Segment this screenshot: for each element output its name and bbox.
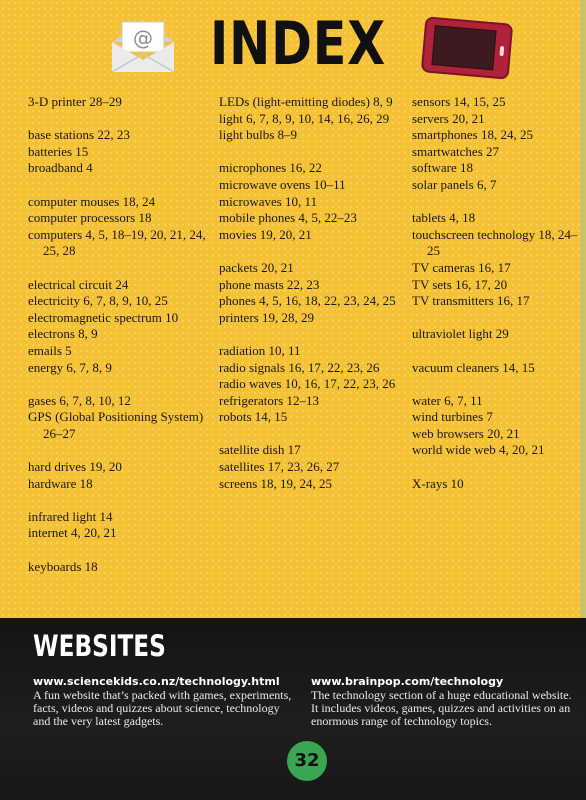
index-entry: electrons 8, 9 [28, 326, 98, 342]
index-entry: light 6, 7, 8, 9, 10, 14, 16, 26, 29 [219, 110, 390, 126]
index-entry: servers 20, 21 [412, 110, 485, 126]
group-spacer [412, 310, 580, 327]
index-entry: solar panels 6, 7 [412, 176, 497, 192]
index-entry: broadband 4 [28, 160, 93, 176]
index-entry: web browsers 20, 21 [412, 425, 520, 441]
group-spacer [28, 177, 208, 194]
at-symbol: @ [133, 26, 153, 50]
index-entry: TV cameras 16, 17 [412, 259, 511, 275]
group-spacer [412, 343, 580, 360]
index-entry: keyboards 18 [28, 558, 98, 574]
index-entry: phone masts 22, 23 [219, 276, 320, 292]
index-entry: X-rays 10 [412, 475, 464, 491]
index-entry: mobile phones 4, 5, 22–23 [219, 210, 357, 226]
group-spacer [412, 194, 580, 211]
index-entry: LEDs (light-emitting diodes) 8, 9 [219, 94, 393, 109]
index-entry: computers 4, 5, 18–19, 20, 21, 24, 25, 28 [28, 226, 206, 259]
index-column-1 [28, 94, 208, 575]
website-url-link[interactable]: www.brainpop.com/technology [311, 675, 504, 688]
index-entry: electrical circuit 24 [28, 276, 129, 292]
index-entry: electricity 6, 7, 8, 9, 10, 25 [28, 293, 168, 309]
index-entry: electromagnetic spectrum 10 [28, 309, 179, 325]
index-entry: screens 18, 19, 24, 25 [219, 475, 333, 491]
index-entry: satellite dish 17 [219, 442, 301, 458]
group-spacer [219, 326, 403, 343]
index-entry: touchscreen technology 18, 24–25 [412, 226, 578, 259]
index-entry: base stations 22, 23 [28, 127, 130, 143]
group-spacer [28, 442, 208, 459]
group-spacer [219, 243, 403, 260]
index-entry: vacuum cleaners 14, 15 [412, 359, 535, 375]
index-entry: infrared light 14 [28, 508, 113, 524]
index-entry: computer mouses 18, 24 [28, 193, 156, 209]
index-entry: sensors 14, 15, 25 [412, 94, 506, 109]
page-title: INDEX [210, 9, 386, 79]
index-entry: robots 14, 15 [219, 409, 288, 425]
index-entry: wind turbines 7 [412, 409, 493, 425]
index-entry: light bulbs 8–9 [219, 127, 298, 143]
index-entry: refrigerators 12–13 [219, 392, 319, 408]
index-entry: energy 6, 7, 8, 9 [28, 359, 112, 375]
group-spacer [412, 459, 580, 476]
index-entry: hardware 18 [28, 475, 93, 491]
index-column-3 [412, 94, 580, 492]
index-entry: radio signals 16, 17, 22, 23, 26 [219, 359, 380, 375]
index-entry: software 18 [412, 160, 474, 176]
index-entry: smartwatches 27 [412, 143, 500, 159]
group-spacer [28, 260, 208, 277]
website-description: The technology section of a huge educational website. It includes videos, games, quizzes and activities on an enormous range of technology topics. [311, 688, 572, 728]
index-entry: computer processors 18 [28, 210, 152, 226]
index-entry: 3-D printer 28–29 [28, 94, 122, 109]
index-entry: packets 20, 21 [219, 259, 294, 275]
website-entry [33, 675, 295, 727]
index-entry: radiation 10, 11 [219, 342, 301, 358]
index-entry: microwave ovens 10–11 [219, 176, 346, 192]
index-entry: emails 5 [28, 342, 72, 358]
index-entry: water 6, 7, 11 [412, 392, 483, 408]
index-entry: GPS (Global Positioning System) 26–27 [28, 409, 204, 441]
index-entry: TV transmitters 16, 17 [412, 293, 530, 309]
group-spacer [412, 376, 580, 393]
tablet-icon [418, 15, 516, 81]
index-entry: smartphones 18, 24, 25 [412, 127, 533, 143]
website-description: A fun website that’s packed with games, experiments, facts, videos and quizzes about science, technology and the very latest gadgets. [33, 688, 292, 728]
group-spacer [28, 542, 208, 559]
index-entry: phones 4, 5, 16, 18, 22, 23, 24, 25 [219, 293, 396, 309]
group-spacer [219, 144, 403, 161]
index-column-2 [219, 94, 403, 492]
group-spacer [219, 426, 403, 443]
index-entry: internet 4, 20, 21 [28, 525, 117, 541]
index-entry: microwaves 10, 11 [219, 193, 318, 209]
envelope-at-icon [100, 14, 186, 74]
group-spacer [28, 492, 208, 509]
group-spacer [28, 111, 208, 128]
index-entry: hard drives 19, 20 [28, 459, 122, 475]
index-entry: world wide web 4, 20, 21 [412, 442, 545, 458]
index-entry: movies 19, 20, 21 [219, 226, 312, 242]
index-entry: ultraviolet light 29 [412, 326, 509, 342]
index-entry: gases 6, 7, 8, 10, 12 [28, 392, 131, 408]
index-entry: TV sets 16, 17, 20 [412, 276, 508, 292]
index-entry: radio waves 10, 16, 17, 22, 23, 26 [219, 376, 396, 392]
websites-heading: WEBSITES [33, 629, 166, 663]
index-entry: batteries 15 [28, 143, 89, 159]
website-url-link[interactable]: www.sciencekids.co.nz/technology.html [33, 675, 280, 688]
index-entry: tablets 4, 18 [412, 210, 476, 226]
index-entry: satellites 17, 23, 26, 27 [219, 459, 340, 475]
page-number-badge: 32 [287, 741, 327, 781]
group-spacer [28, 376, 208, 393]
index-entry: printers 19, 28, 29 [219, 309, 314, 325]
website-entry [311, 675, 573, 727]
index-entry: microphones 16, 22 [219, 160, 322, 176]
